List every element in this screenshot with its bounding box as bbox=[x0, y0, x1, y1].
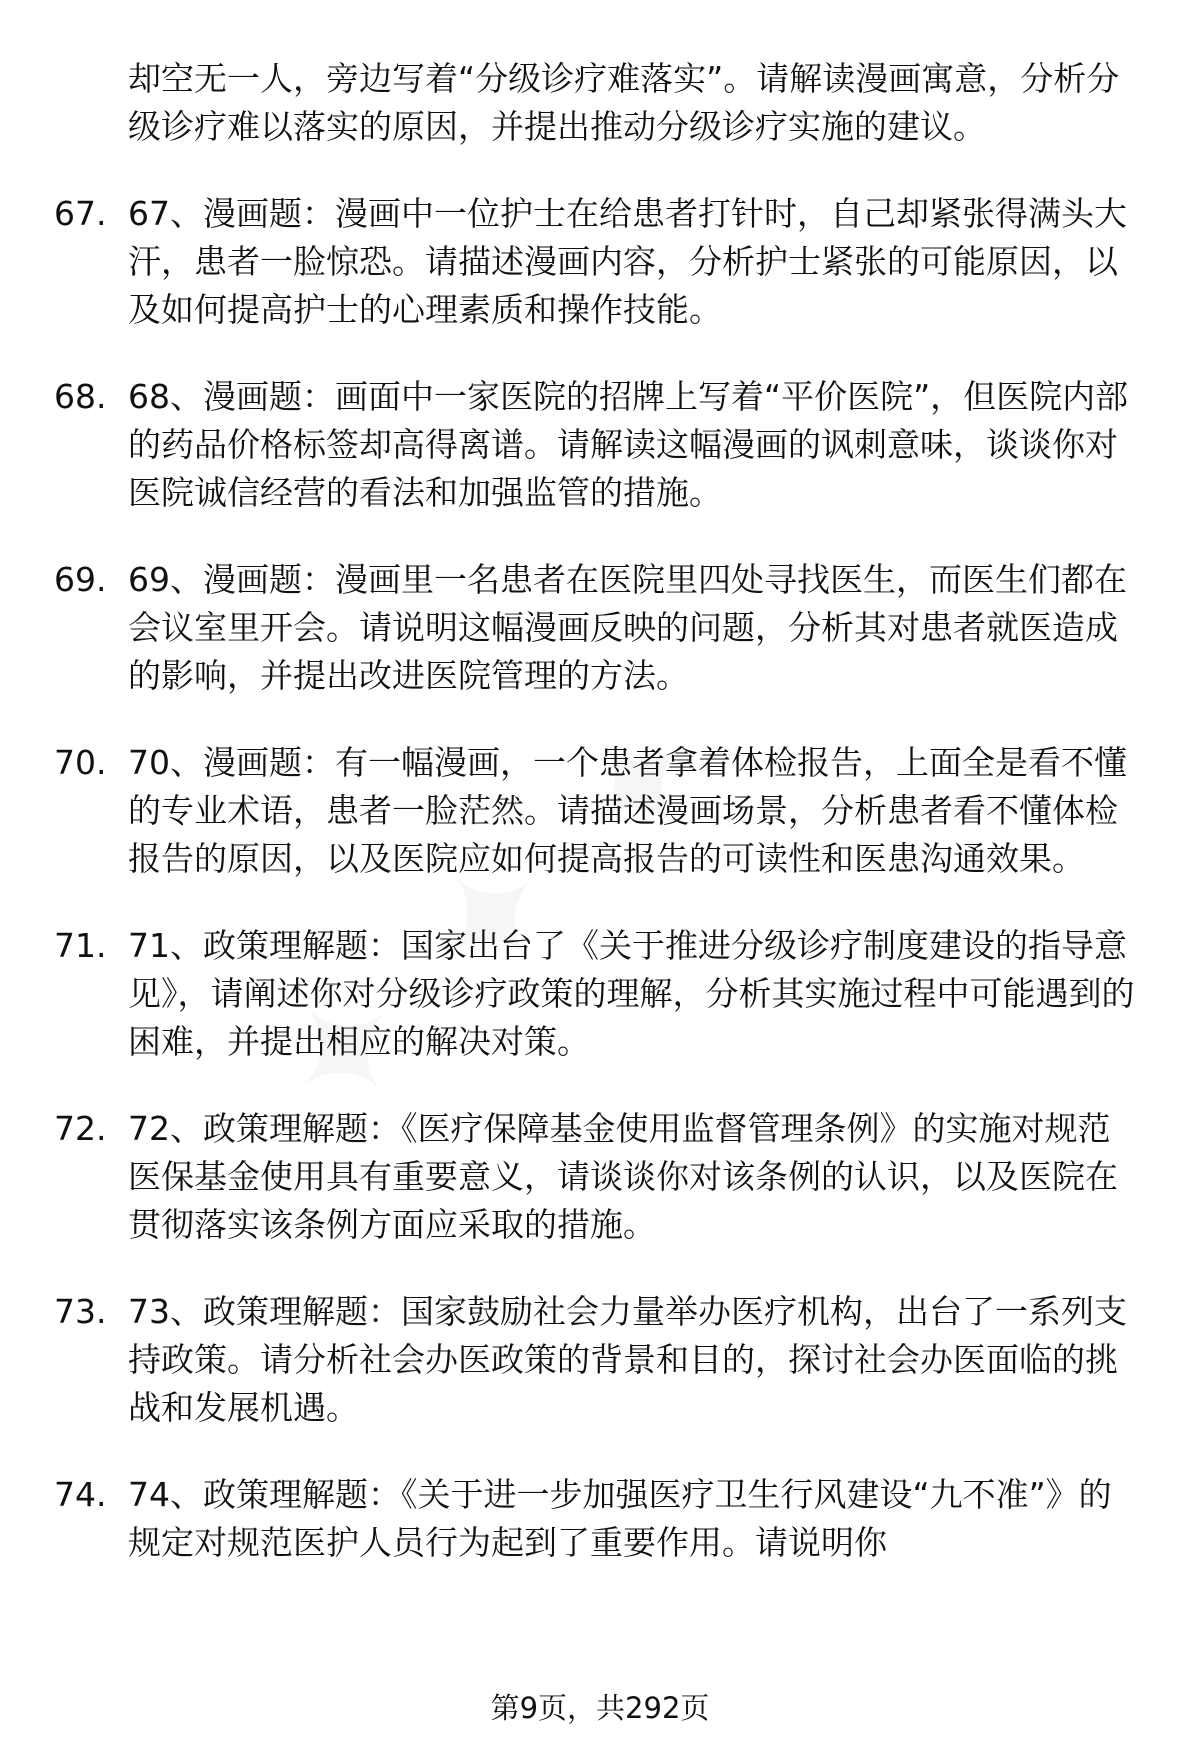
list-item-number: 70. bbox=[54, 743, 107, 782]
list-item-text: 72、政策理解题：《医疗保障基金使用监督管理条例》的实施对规范医保基金使用具有重要意义，请谈谈你对该条例的认识，以及医院在贯彻落实该条例方面应采取的措施。 bbox=[128, 1109, 1118, 1244]
list-item-text: 73、政策理解题：国家鼓励社会力量举办医疗机构，出台了一系列支持政策。请分析社会办医政策的背景和目的，探讨社会办医面临的挑战和发展机遇。 bbox=[128, 1292, 1127, 1427]
list-item-text: 74、政策理解题：《关于进一步加强医疗卫生行风建设“九不准”》的规定对规范医护人员行为起到了重要作用。请说明你 bbox=[128, 1475, 1112, 1562]
list-item bbox=[0, 922, 1200, 1066]
list-item bbox=[0, 373, 1200, 517]
list-item-number: 69. bbox=[54, 560, 107, 599]
list-item-number: 72. bbox=[54, 1109, 107, 1148]
page-footer: 第9页，共292页 bbox=[490, 1691, 710, 1725]
list-item-number: 71. bbox=[54, 926, 107, 965]
list-item-number: 67. bbox=[54, 194, 107, 233]
list-item-number: 73. bbox=[54, 1292, 107, 1331]
list-item-text: 70、漫画题：有一幅漫画，一个患者拿着体检报告，上面全是看不懂的专业术语，患者一脸茫然。请描述漫画场景，分析患者看不懂体检报告的原因，以及医院应如何提高报告的可读性和医患沟通效果。 bbox=[128, 743, 1127, 878]
document-content bbox=[0, 55, 1200, 1567]
list-item-number: 74. bbox=[54, 1475, 107, 1514]
list-item bbox=[0, 1288, 1200, 1432]
list-item bbox=[0, 739, 1200, 883]
list-item-text: 69、漫画题：漫画里一名患者在医院里四处寻找医生，而医生们都在会议室里开会。请说明这幅漫画反映的问题，分析其对患者就医造成的影响，并提出改进医院管理的方法。 bbox=[128, 560, 1127, 695]
list-item-text: 67、漫画题：漫画中一位护士在给患者打针时，自己却紧张得满头大汗，患者一脸惊恐。请描述漫画内容，分析护士紧张的可能原因，以及如何提高护士的心理素质和操作技能。 bbox=[128, 194, 1127, 329]
list-item-number: 68. bbox=[54, 377, 107, 416]
list-item bbox=[0, 556, 1200, 700]
list-item-text: 71、政策理解题：国家出台了《关于推进分级诊疗制度建设的指导意见》，请阐述你对分级诊疗政策的理解，分析其实施过程中可能遇到的困难，并提出相应的解决对策。 bbox=[128, 926, 1135, 1061]
list-item bbox=[0, 1105, 1200, 1249]
list-item bbox=[0, 190, 1200, 334]
list-item-text: 68、漫画题：画面中一家医院的招牌上写着“平价医院”，但医院内部的药品价格标签却高得离谱。请解读这幅漫画的讽刺意味，谈谈你对医院诚信经营的看法和加强监管的措施。 bbox=[128, 377, 1129, 512]
list-item bbox=[0, 1471, 1200, 1567]
continuation-paragraph: 却空无一人，旁边写着“分级诊疗难落实”。请解读漫画寓意，分析分级诊疗难以落实的原因，并提出推动分级诊疗实施的建议。 bbox=[128, 59, 1120, 146]
